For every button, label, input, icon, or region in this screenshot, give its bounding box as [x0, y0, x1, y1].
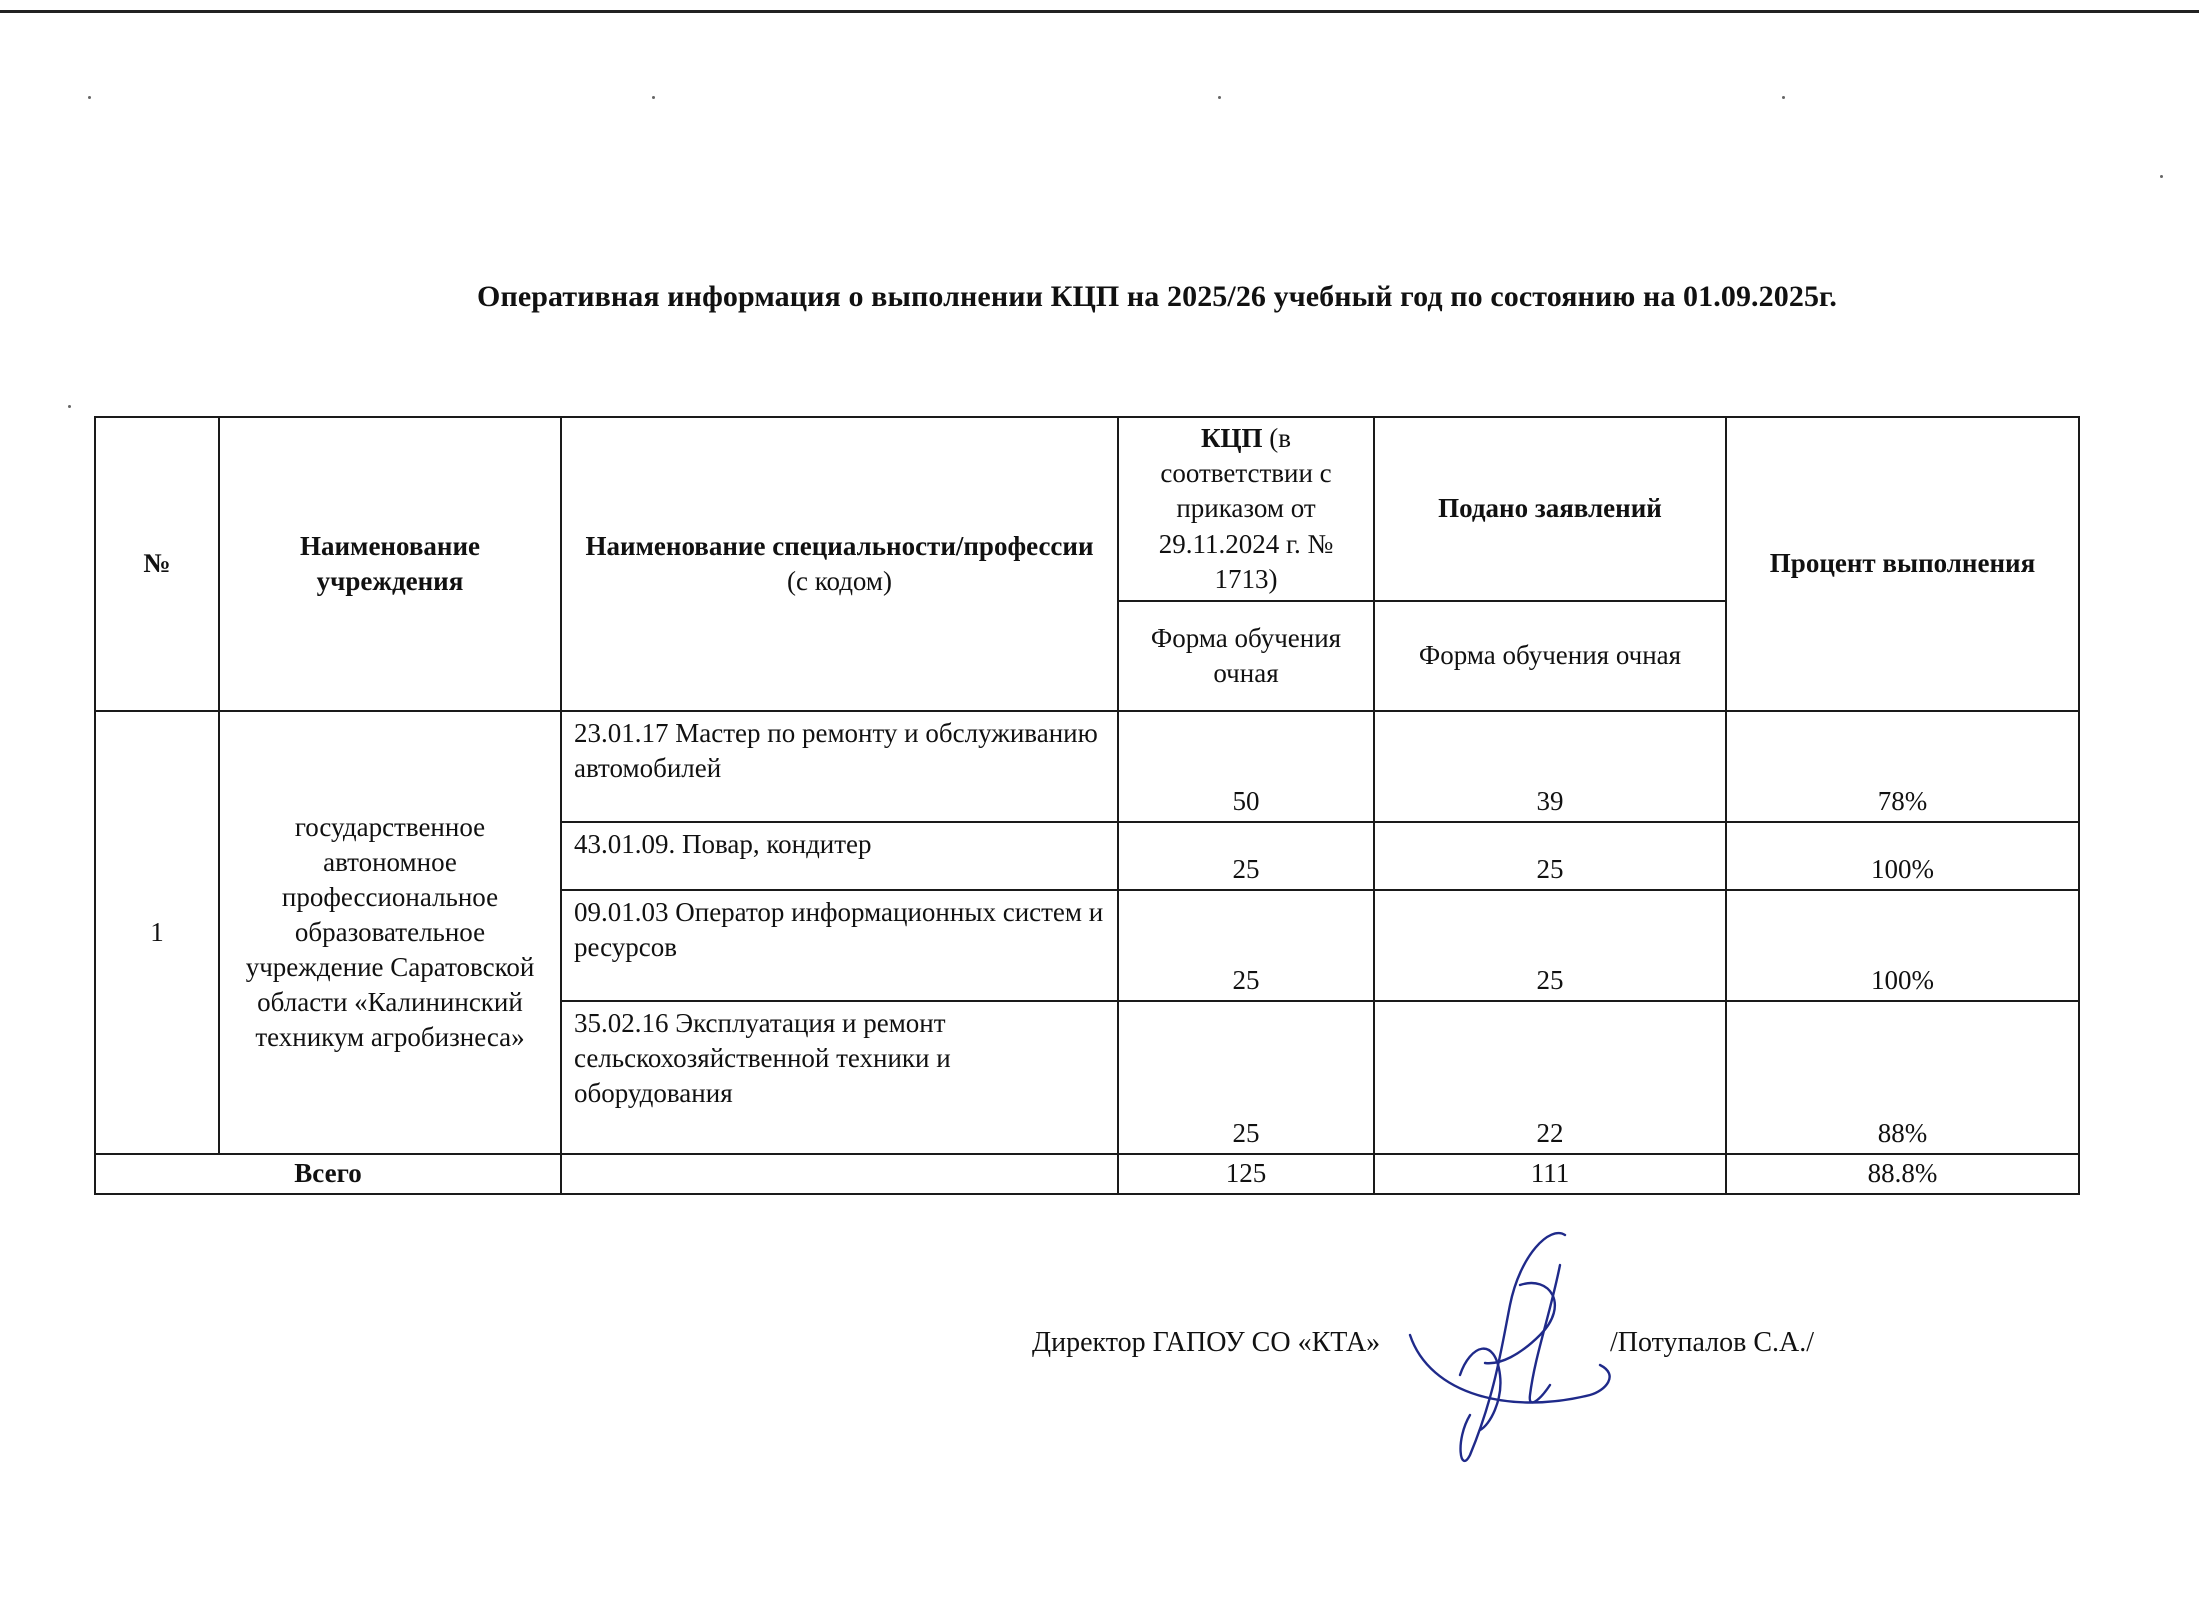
header-institution: Наименование учреждения — [219, 417, 561, 711]
percent-value: 100% — [1726, 822, 2079, 890]
kcp-value: 25 — [1118, 1001, 1374, 1154]
header-row — [95, 417, 2079, 601]
header-kcp-label: КЦП — [1200, 423, 1263, 454]
scan-speck — [1782, 96, 1785, 99]
header-kcp-note: (в соответствии с приказом от 29.11.2024 г. № 1713) — [1158, 423, 1334, 594]
institution-name: государственное автономное профессиональное образовательное учреждение Саратовской области «Калининский техникум агробизнеса» — [219, 711, 561, 1154]
header-specialty-code-note: (с кодом) — [787, 566, 892, 596]
header-specialty — [561, 417, 1118, 711]
specialty-cell: 09.01.03 Оператор информационных систем и ресурсов — [561, 890, 1118, 1001]
scan-top-rule — [0, 10, 2199, 13]
header-percent: Процент выполнения — [1726, 417, 2079, 711]
applications-value: 25 — [1374, 822, 1726, 890]
director-name: /Потупалов С.А./ — [1610, 1327, 1815, 1358]
total-kcp: 125 — [1118, 1154, 1374, 1194]
applications-value: 25 — [1374, 890, 1726, 1001]
scan-speck — [652, 96, 655, 99]
kcp-value: 25 — [1118, 822, 1374, 890]
specialty-cell: 23.01.17 Мастер по ремонту и обслуживанию автомобилей — [561, 711, 1118, 822]
percent-value: 78% — [1726, 711, 2079, 822]
header-number: № — [95, 417, 219, 711]
percent-value: 88% — [1726, 1001, 2079, 1154]
subheader-form-kcp: Форма обучения очная — [1118, 601, 1374, 711]
signature-line — [1032, 1327, 1815, 1359]
kcp-table — [94, 416, 2080, 1195]
header-kcp — [1118, 417, 1374, 601]
total-row — [95, 1154, 2079, 1194]
total-applications: 111 — [1374, 1154, 1726, 1194]
total-label: Всего — [95, 1154, 561, 1194]
kcp-value: 50 — [1118, 711, 1374, 822]
header-applications: Подано заявлений — [1374, 417, 1726, 601]
scan-speck — [2160, 175, 2163, 178]
applications-value: 39 — [1374, 711, 1726, 822]
kcp-value: 25 — [1118, 890, 1374, 1001]
scan-speck — [68, 405, 71, 408]
total-percent: 88.8% — [1726, 1154, 2079, 1194]
specialty-cell: 35.02.16 Эксплуатация и ремонт сельскохозяйственной техники и оборудования — [561, 1001, 1118, 1154]
specialty-cell: 43.01.09. Повар, кондитер — [561, 822, 1118, 890]
document-title: Оперативная информация о выполнении КЦП на 2025/26 учебный год по состоянию на 01.09.2025г. — [477, 280, 1837, 313]
percent-value: 100% — [1726, 890, 2079, 1001]
header-specialty-label: Наименование специальности/профессии — [585, 530, 1094, 561]
handwritten-signature — [1400, 1225, 1640, 1465]
table-row — [95, 711, 2079, 822]
subheader-form-applications: Форма обучения очная — [1374, 601, 1726, 711]
applications-value: 22 — [1374, 1001, 1726, 1154]
scan-speck — [1218, 96, 1221, 99]
row-number: 1 — [95, 711, 219, 1154]
director-title: Директор ГАПОУ СО «КТА» — [1032, 1327, 1381, 1358]
total-specialty-empty — [561, 1154, 1118, 1194]
scan-speck — [88, 96, 91, 99]
